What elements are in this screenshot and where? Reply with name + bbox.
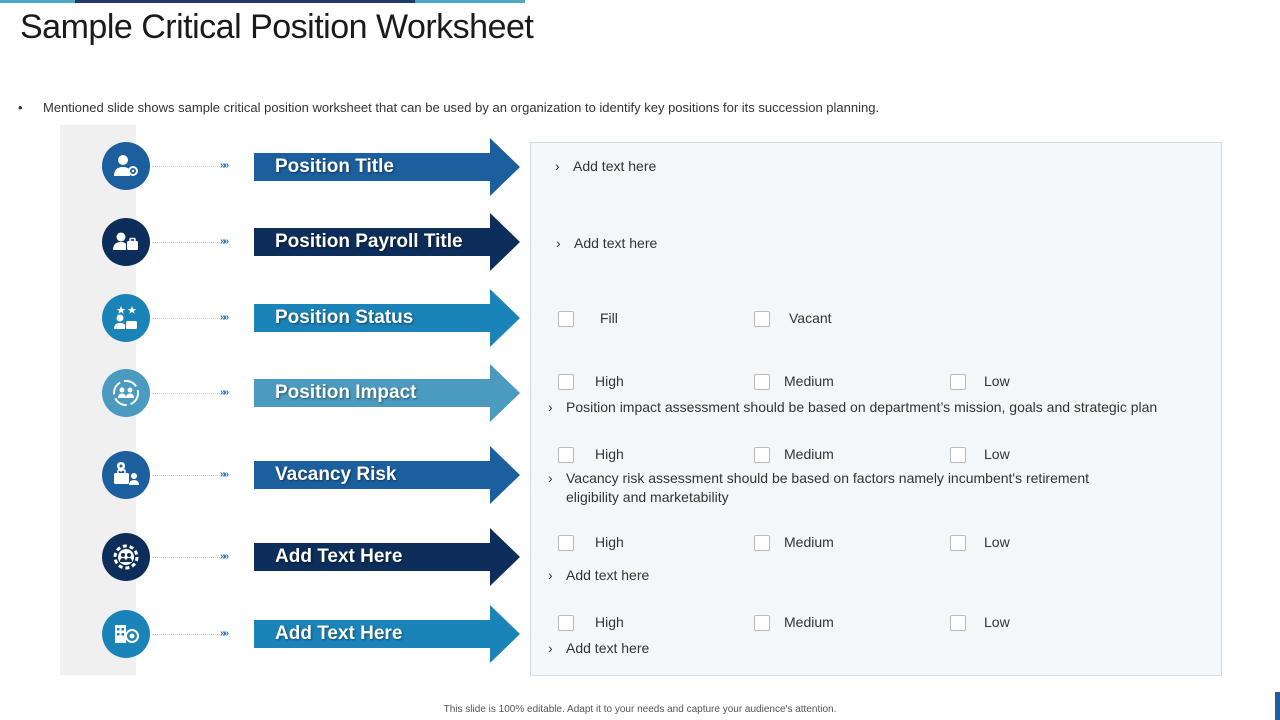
bullet: •	[18, 100, 23, 115]
chevron-icon: »»	[220, 469, 228, 480]
checkbox-label: Medium	[784, 534, 834, 550]
team-stars-icon	[102, 294, 150, 342]
checkbox-high[interactable]	[558, 535, 574, 551]
checkbox-medium[interactable]	[754, 535, 770, 551]
connector-line	[152, 634, 220, 635]
checkbox-medium[interactable]	[754, 447, 770, 463]
caret-icon: ›	[548, 640, 553, 656]
corner-accent	[1275, 692, 1280, 720]
row-label: Position Payroll Title	[275, 231, 463, 252]
connector-line	[152, 166, 220, 167]
connector-line	[152, 242, 220, 243]
checkbox-label: Low	[984, 614, 1010, 630]
subtitle-text: Mentioned slide shows sample critical position worksheet that can be used by an organization to identify key positions for its succession planning.	[43, 100, 880, 115]
checkbox-high[interactable]	[558, 447, 574, 463]
checkbox-low[interactable]	[950, 374, 966, 390]
checkbox-low[interactable]	[950, 447, 966, 463]
arrow-banner	[254, 289, 520, 347]
checkbox-vacant[interactable]	[754, 311, 770, 327]
checkbox-low[interactable]	[950, 535, 966, 551]
caret-icon: ›	[556, 235, 561, 251]
row-label: Position Impact	[275, 382, 417, 403]
checkbox-label: Low	[984, 534, 1010, 550]
checkbox-label: High	[595, 614, 624, 630]
user-settings-icon	[102, 142, 150, 190]
caret-icon: ›	[548, 567, 553, 583]
accent-bar	[0, 0, 75, 3]
caret-icon: ›	[555, 158, 560, 174]
checkbox-label: Low	[984, 373, 1010, 389]
checkbox-label: High	[595, 534, 624, 550]
checkbox-medium[interactable]	[754, 374, 770, 390]
checkbox-label: Low	[984, 446, 1010, 462]
row-label: Vacancy Risk	[275, 464, 397, 485]
arrow-banner	[254, 446, 520, 504]
team-gear-icon	[102, 533, 150, 581]
footer-text: This slide is 100% editable. Adapt it to your needs and capture your audience's attention.	[443, 704, 837, 715]
arrow-banner	[254, 138, 520, 196]
briefcase-pin-icon	[102, 451, 150, 499]
checkbox-fill[interactable]	[558, 311, 574, 327]
caret-icon: ›	[548, 470, 553, 486]
row-label: Add Text Here	[275, 546, 403, 567]
building-target-icon	[102, 610, 150, 658]
user-briefcase-icon	[102, 218, 150, 266]
connector-line	[152, 318, 220, 319]
chevron-icon: »»	[220, 312, 228, 323]
chevron-icon: »»	[220, 236, 228, 247]
connector-line	[152, 557, 220, 558]
chevron-icon: »»	[220, 628, 228, 639]
chevron-icon: »»	[220, 551, 228, 562]
checkbox-label: Medium	[784, 446, 834, 462]
checkbox-label: Vacant	[789, 310, 832, 326]
row-label: Position Title	[275, 156, 394, 177]
checkbox-label: High	[595, 446, 624, 462]
checkbox-medium[interactable]	[754, 615, 770, 631]
arrow-banner	[254, 364, 520, 422]
connector-line	[152, 475, 220, 476]
chevron-icon: »»	[220, 387, 228, 398]
checkbox-label: Medium	[784, 614, 834, 630]
row-label: Add Text Here	[275, 623, 403, 644]
accent-bar	[75, 0, 415, 3]
checkbox-label: Medium	[784, 373, 834, 389]
connector-line	[152, 393, 220, 394]
checkbox-label: High	[595, 373, 624, 389]
arrow-banner	[254, 605, 520, 663]
checkbox-low[interactable]	[950, 615, 966, 631]
arrow-banner	[254, 213, 520, 271]
arrow-banner	[254, 528, 520, 586]
caret-icon: ›	[548, 399, 553, 415]
row-label: Position Status	[275, 307, 414, 328]
checkbox-high[interactable]	[558, 615, 574, 631]
checkbox-high[interactable]	[558, 374, 574, 390]
page-title: Sample Critical Position Worksheet	[20, 8, 534, 46]
checkbox-label: Fill	[600, 310, 618, 326]
accent-bar	[415, 0, 525, 3]
chevron-icon: »»	[220, 160, 228, 171]
team-cycle-icon	[102, 369, 150, 417]
